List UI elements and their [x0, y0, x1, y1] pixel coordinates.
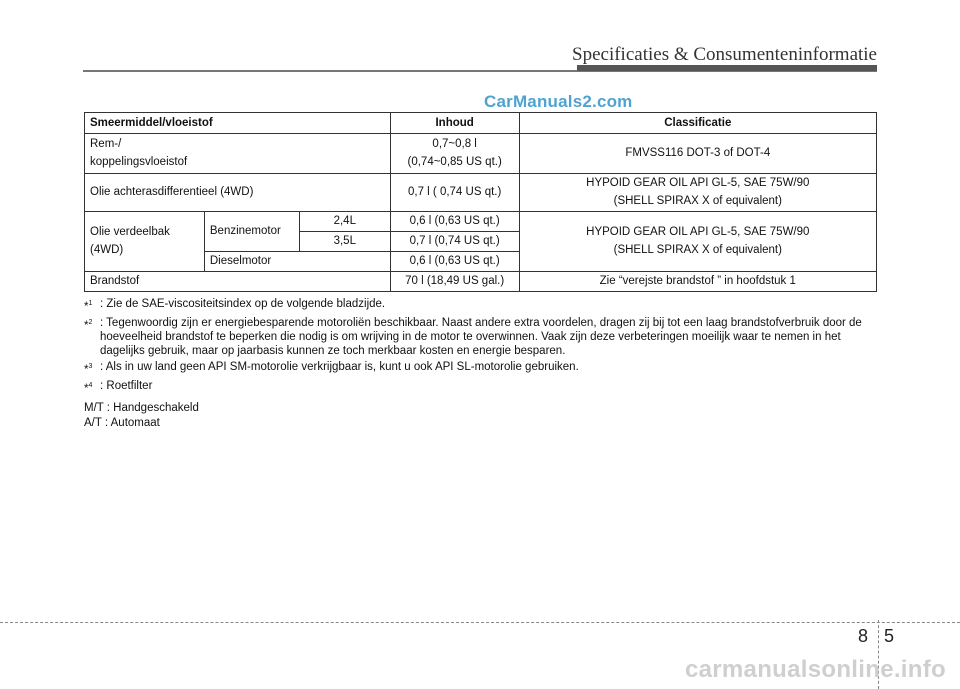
- footnote-4: [84, 379, 880, 396]
- page-header-title: Specificaties & Consumenteninformatie: [572, 44, 877, 65]
- brake-capacity-line1: 0,7~0,8 l: [432, 138, 477, 150]
- footnote-text: : Als in uw land geen API SM-motorolie verkrijgbaar is, kunt u ook API SL-motorolie gebruiken.: [100, 360, 579, 373]
- footnote-mark: [84, 360, 100, 377]
- row-brake-name: [85, 134, 391, 174]
- header-lubricant: Smeermiddel/vloeistof: [85, 113, 391, 134]
- row-brake-classification: FMVSS116 DOT-3 of DOT-4: [519, 134, 876, 174]
- transfer-name-line2: (4WD): [90, 244, 124, 256]
- footnote-mark: [84, 297, 100, 314]
- header-accent-bar: [577, 65, 877, 71]
- header-classification: Classificatie: [519, 113, 876, 134]
- footnote-2: [84, 316, 880, 358]
- footnote-asterisk: *: [84, 300, 89, 313]
- footnote-text: : Roetfilter: [100, 379, 153, 392]
- footnote-number: 2: [88, 318, 93, 326]
- chapter-number: 8: [858, 626, 869, 646]
- transfer-class-line1: HYPOID GEAR OIL API GL-5, SAE 75W/90: [586, 226, 810, 238]
- abbreviation-mt: M/T : Handgeschakeld: [84, 402, 199, 415]
- row-reardiff-name: Olie achterasdifferentieel (4WD): [85, 174, 391, 212]
- row-transfer-name: [85, 212, 205, 272]
- abbreviations: [84, 401, 880, 431]
- brake-name-line2: koppelingsvloeistof: [90, 156, 188, 168]
- footnote-asterisk: *: [84, 319, 89, 332]
- footnote-1: [84, 297, 880, 314]
- footnote-text: : Tegenwoordig zijn er energiebesparende motoroliën beschikbaar. Naast andere extra voordelen, dragen zij bij tot een laag brandstofverbruik door de hoeveelheid brandstof te beperken die nodig is om wrijving in de motor te overwinnen. Vaak zijn deze verbeteringen moeilijk waar te nemen in het dagelijks gebruik, maar op jaarbasis kunnen ze toch merkbaar kosten en energie besparen.: [100, 316, 862, 357]
- table-row: [85, 272, 877, 292]
- footnote-mark: [84, 379, 100, 396]
- header-capacity: Inhoud: [390, 113, 519, 134]
- row-brake-capacity: [390, 134, 519, 174]
- row-transfer-24-engine: 2,4L: [299, 212, 390, 232]
- lubricant-spec-table: [84, 112, 877, 292]
- row-transfer-diesel-capacity: 0,6 l (0,63 US qt.): [390, 252, 519, 272]
- footnotes: [84, 297, 880, 431]
- row-transfer-35-capacity: 0,7 l (0,74 US qt.): [390, 232, 519, 252]
- table-header-row: [85, 113, 877, 134]
- table-row: [85, 174, 877, 212]
- row-transfer-classification: [519, 212, 876, 272]
- row-reardiff-capacity: 0,7 l ( 0,74 US qt.): [390, 174, 519, 212]
- row-transfer-24-capacity: 0,6 l (0,63 US qt.): [390, 212, 519, 232]
- row-fuel-classification: Zie “verejste brandstof ” in hoofdstuk 1: [519, 272, 876, 292]
- row-transfer-35-engine: 3,5L: [299, 232, 390, 252]
- row-fuel-capacity: 70 l (18,49 US gal.): [390, 272, 519, 292]
- row-reardiff-classification: [519, 174, 876, 212]
- footer-divider: [0, 622, 960, 623]
- brake-name-line1: Rem-/: [90, 138, 122, 150]
- page-number: 5: [884, 626, 895, 646]
- watermark-top: CarManuals2.com: [484, 92, 633, 111]
- reardiff-class-line1: HYPOID GEAR OIL API GL-5, SAE 75W/90: [586, 177, 810, 189]
- transfer-class-line2: (SHELL SPIRAX X of equivalent): [613, 244, 782, 256]
- watermark-bottom: carmanualsonline.info: [684, 656, 946, 683]
- footnote-number: 3: [88, 362, 93, 370]
- row-transfer-diesel-label: Dieselmotor: [204, 252, 390, 272]
- footnote-asterisk: *: [84, 363, 89, 376]
- transfer-name-line1: Olie verdeelbak: [90, 226, 170, 238]
- row-transfer-petrol-label: Benzinemotor: [204, 212, 299, 252]
- footnote-number: 1: [88, 300, 93, 307]
- footnote-number: 4: [88, 381, 93, 389]
- table-row: [85, 134, 877, 174]
- row-fuel-name: Brandstof: [85, 272, 391, 292]
- footnote-text: : Zie de SAE-viscositeitsindex op de volgende bladzijde.: [100, 298, 386, 310]
- footnote-3: [84, 360, 880, 377]
- footnote-mark: [84, 316, 100, 358]
- footnote-asterisk: *: [84, 382, 89, 395]
- brake-capacity-line2: (0,74~0,85 US qt.): [407, 156, 502, 168]
- table-row: [85, 212, 877, 232]
- reardiff-class-line2: (SHELL SPIRAX X of equivalent): [613, 195, 782, 207]
- abbreviation-at: A/T : Automaat: [84, 417, 160, 430]
